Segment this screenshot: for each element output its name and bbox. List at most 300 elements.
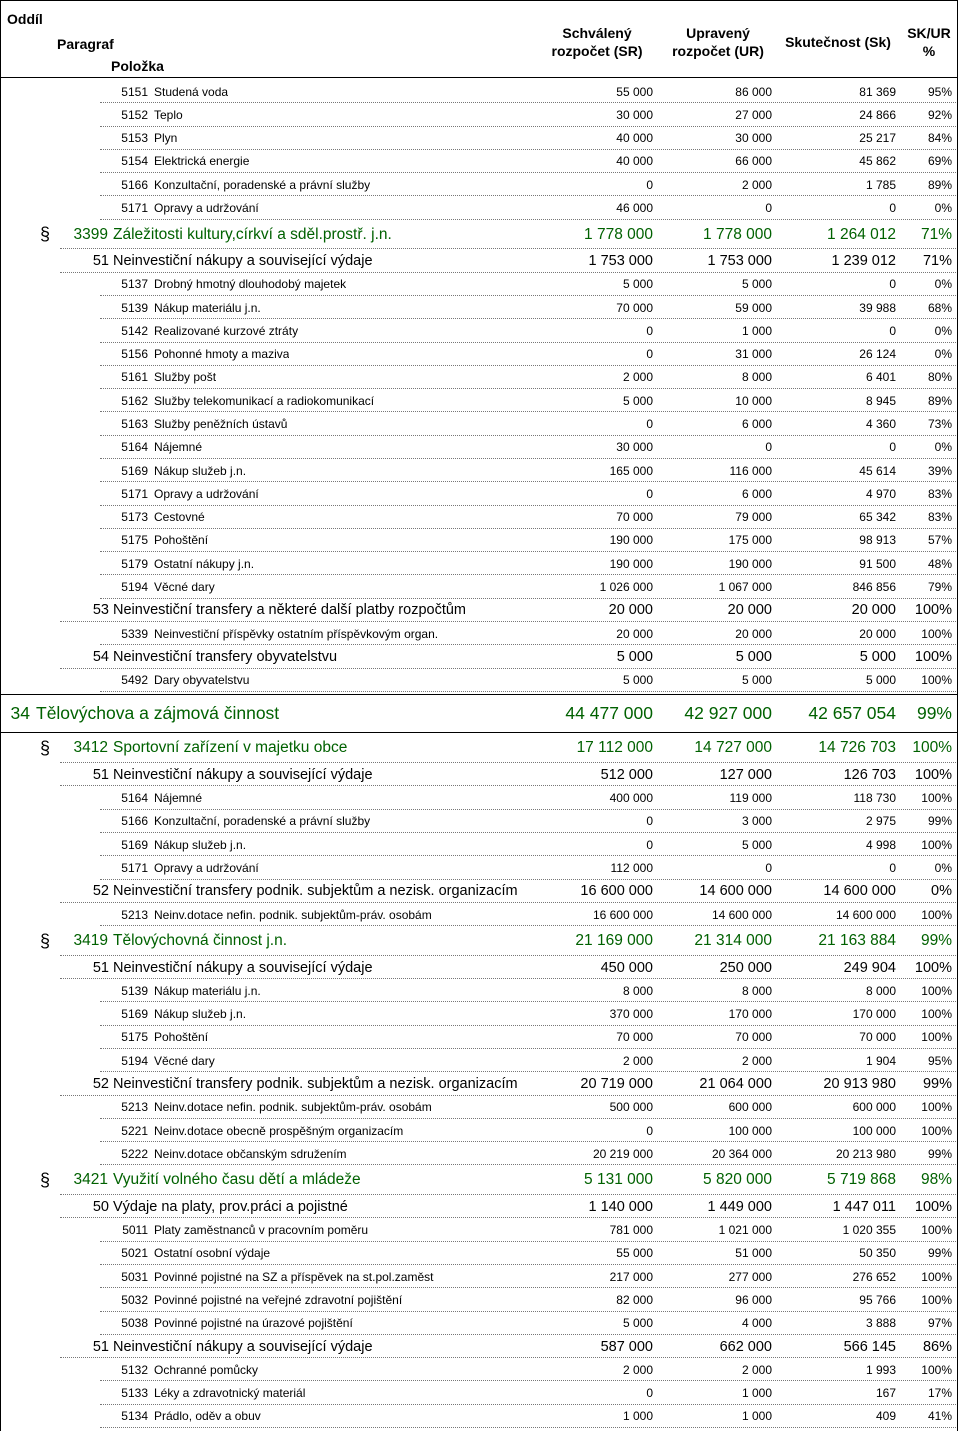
item-row	[0, 1312, 958, 1335]
adjusted-budget: 6 000	[741, 417, 772, 432]
actual-spending: 0	[889, 323, 896, 338]
actual-spending: 20 000	[851, 602, 896, 619]
approved-budget: 370 000	[609, 1007, 653, 1022]
row-code: 5011	[122, 1223, 148, 1238]
actual-spending: 1 785	[865, 177, 896, 192]
actual-spending: 8 945	[865, 393, 896, 408]
header-oddil: Oddíl	[7, 11, 43, 27]
approved-budget: 781 000	[609, 1223, 653, 1238]
adjusted-budget: 5 820 000	[703, 1171, 772, 1189]
adjusted-budget: 2 000	[741, 1053, 772, 1068]
percent-fulfilled: 100%	[921, 1100, 952, 1115]
adjusted-budget: 4 000	[741, 1316, 772, 1331]
percent-fulfilled: 97%	[927, 1316, 952, 1331]
row-code: 5194	[121, 1053, 148, 1068]
actual-spending: 5 000	[859, 648, 896, 665]
item-row	[0, 669, 958, 692]
approved-budget: 190 000	[609, 533, 653, 548]
adjusted-budget: 170 000	[728, 1007, 772, 1022]
approved-budget: 5 000	[616, 648, 653, 665]
actual-spending: 600 000	[852, 1100, 896, 1115]
row-code: 52	[92, 1075, 109, 1092]
approved-budget: 1 778 000	[584, 225, 653, 243]
approved-budget: 1 026 000	[599, 580, 653, 595]
adjusted-budget: 10 000	[735, 393, 772, 408]
adjusted-budget: 1 449 000	[707, 1198, 772, 1215]
row-code: 5166	[121, 814, 148, 829]
percent-fulfilled: 86%	[922, 1338, 952, 1355]
approved-budget: 70 000	[616, 1030, 653, 1045]
item-row	[0, 786, 958, 809]
row-code: 5175	[121, 533, 148, 548]
row-code: 5021	[121, 1246, 148, 1261]
paragraph-row	[0, 926, 958, 956]
approved-budget: 500 000	[609, 1100, 653, 1115]
row-code: 5166	[121, 177, 148, 192]
percent-fulfilled: 100%	[914, 1198, 952, 1215]
adjusted-budget: 1 753 000	[707, 253, 772, 270]
actual-spending: 4 360	[865, 417, 896, 432]
row-name: Studená voda	[154, 84, 229, 99]
actual-spending: 26 124	[859, 347, 896, 362]
percent-fulfilled: 69%	[927, 154, 952, 169]
row-code: 5151	[121, 84, 148, 99]
adjusted-budget: 21 314 000	[694, 932, 772, 949]
section-sign-icon: §	[40, 930, 51, 951]
row-name: Realizované kurzové ztráty	[154, 323, 299, 338]
item-row	[0, 366, 958, 389]
row-code: 3399	[73, 225, 108, 243]
adjusted-budget: 1 000	[741, 1409, 772, 1424]
percent-fulfilled: 0%	[934, 860, 952, 875]
section-row	[0, 694, 958, 734]
paragraph-row	[0, 220, 958, 250]
percent-fulfilled: 89%	[927, 393, 952, 408]
item-row	[0, 482, 958, 505]
approved-budget: 0	[646, 814, 653, 829]
row-name: Cestovné	[154, 510, 205, 525]
item-row	[0, 506, 958, 529]
actual-spending: 409	[875, 1409, 896, 1424]
row-code: 5164	[121, 440, 148, 455]
row-name: Pohoštění	[154, 533, 209, 548]
header-paragraf: Paragraf	[57, 36, 114, 52]
header-polozka: Položka	[111, 58, 164, 74]
percent-fulfilled: 100%	[914, 766, 952, 783]
approved-budget: 5 131 000	[584, 1171, 653, 1189]
row-name: Sportovní zařízení v majetku obce	[113, 739, 348, 757]
row-code: 5222	[121, 1146, 148, 1161]
adjusted-budget: 14 600 000	[711, 907, 772, 922]
row-code: 5139	[121, 983, 148, 998]
row-name: Konzultační, poradenské a právní služby	[154, 814, 371, 829]
row-code: 5142	[121, 323, 148, 338]
row-name: Ostatní osobní výdaje	[154, 1246, 271, 1261]
item-row	[0, 273, 958, 296]
percent-fulfilled: 0%	[934, 277, 952, 292]
actual-spending: 42 657 054	[808, 703, 896, 724]
actual-spending: 95 766	[859, 1292, 896, 1307]
item-row	[0, 1119, 958, 1142]
percent-fulfilled: 100%	[921, 791, 952, 806]
adjusted-budget: 79 000	[735, 510, 772, 525]
adjusted-budget: 14 727 000	[694, 739, 772, 757]
row-code: 51	[92, 766, 109, 783]
adjusted-budget: 1 778 000	[703, 225, 772, 243]
row-code: 5179	[121, 556, 148, 571]
row-code: 5171	[121, 486, 148, 501]
adjusted-budget: 116 000	[729, 463, 772, 478]
item-row	[0, 389, 958, 412]
actual-spending: 39 988	[859, 300, 896, 315]
actual-spending: 20 000	[859, 626, 896, 641]
percent-fulfilled: 17%	[927, 1386, 952, 1401]
adjusted-budget: 600 000	[728, 1100, 772, 1115]
row-name: Neinvestiční nákupy a související výdaje	[113, 766, 373, 783]
approved-budget: 30 000	[616, 440, 653, 455]
percent-fulfilled: 100%	[914, 648, 952, 665]
item-row	[0, 1288, 958, 1311]
actual-spending: 14 600 000	[835, 907, 896, 922]
row-code: 5137	[121, 277, 148, 292]
adjusted-budget: 27 000	[735, 107, 772, 122]
header-sr: Schválený rozpočet (SR)	[551, 25, 643, 59]
item-row	[0, 1142, 958, 1165]
section-sign-icon: §	[40, 1169, 51, 1190]
item-row	[0, 173, 958, 196]
approved-budget: 5 000	[622, 1316, 653, 1331]
row-name: Neinvestiční transfery podnik. subjektům a nezisk. organizacím	[113, 883, 518, 900]
actual-spending: 4 998	[865, 837, 896, 852]
actual-spending: 846 856	[852, 580, 896, 595]
approved-budget: 46 000	[616, 201, 653, 216]
row-code: 5038	[121, 1316, 148, 1331]
row-name: Drobný hmotný dlouhodobý majetek	[154, 277, 347, 292]
percent-fulfilled: 98%	[920, 1171, 952, 1189]
actual-spending: 566 145	[843, 1338, 896, 1355]
actual-spending: 65 342	[859, 510, 896, 525]
row-code: 53	[92, 602, 109, 619]
adjusted-budget: 1 021 000	[718, 1223, 772, 1238]
group-row	[0, 763, 958, 786]
adjusted-budget: 30 000	[735, 131, 772, 146]
approved-budget: 0	[646, 347, 653, 362]
approved-budget: 16 600 000	[592, 907, 653, 922]
approved-budget: 2 000	[622, 370, 653, 385]
row-code: 5156	[121, 347, 148, 362]
approved-budget: 5 000	[622, 393, 653, 408]
percent-fulfilled: 48%	[927, 556, 952, 571]
approved-budget: 16 600 000	[580, 883, 653, 900]
row-name: Ochranné pomůcky	[154, 1362, 259, 1377]
row-code: 5032	[121, 1292, 148, 1307]
row-code: 51	[92, 1338, 109, 1355]
adjusted-budget: 100 000	[728, 1123, 772, 1138]
percent-fulfilled: 83%	[927, 510, 952, 525]
row-name: Elektrická energie	[154, 154, 250, 169]
group-row	[0, 1335, 958, 1358]
actual-spending: 167	[875, 1386, 896, 1401]
percent-fulfilled: 71%	[920, 225, 952, 243]
row-name: Nájemné	[154, 791, 203, 806]
actual-spending: 20 913 980	[823, 1075, 896, 1092]
percent-fulfilled: 100%	[921, 1269, 952, 1284]
row-name: Dary obyvatelstvu	[154, 673, 250, 688]
actual-spending: 100 000	[852, 1123, 896, 1138]
row-code: 5163	[121, 417, 148, 432]
group-row	[0, 599, 958, 622]
actual-spending: 25 217	[859, 131, 896, 146]
adjusted-budget: 0	[765, 860, 772, 875]
approved-budget: 112 000	[610, 860, 653, 875]
adjusted-budget: 662 000	[719, 1338, 772, 1355]
row-name: Opravy a udržování	[154, 860, 259, 875]
adjusted-budget: 20 000	[727, 602, 772, 619]
approved-budget: 40 000	[616, 131, 653, 146]
item-row	[0, 1002, 958, 1025]
row-name: Neinvestiční nákupy a související výdaje	[113, 959, 373, 976]
row-name: Nákup služeb j.n.	[154, 1007, 247, 1022]
adjusted-budget: 51 000	[735, 1246, 772, 1261]
adjusted-budget: 250 000	[719, 959, 772, 976]
approved-budget: 1 140 000	[588, 1198, 653, 1215]
row-code: 3412	[73, 739, 108, 757]
approved-budget: 1 753 000	[588, 253, 653, 270]
row-code: 5171	[121, 860, 148, 875]
item-row	[0, 436, 958, 459]
row-code: 5161	[121, 370, 148, 385]
row-name: Opravy a udržování	[154, 486, 259, 501]
actual-spending: 2 975	[865, 814, 896, 829]
adjusted-budget: 8 000	[741, 983, 772, 998]
row-code: 5133	[121, 1386, 148, 1401]
row-name: Neinv.dotace nefin. podnik. subjektům-práv. osobám	[154, 907, 432, 922]
percent-fulfilled: 100%	[921, 1223, 952, 1238]
item-row	[0, 1218, 958, 1241]
adjusted-budget: 8 000	[741, 370, 772, 385]
item-row	[0, 552, 958, 575]
row-name: Pohonné hmoty a maziva	[154, 347, 290, 362]
row-name: Platy zaměstnanců v pracovním poměru	[154, 1223, 369, 1238]
approved-budget: 0	[646, 1386, 653, 1401]
row-name: Tělovýchova a zájmová činnost	[36, 703, 280, 724]
approved-budget: 70 000	[616, 510, 653, 525]
adjusted-budget: 66 000	[735, 154, 772, 169]
group-row	[0, 1195, 958, 1218]
actual-spending: 45 614	[859, 463, 896, 478]
row-name: Výdaje na platy, prov.práci a pojistné	[113, 1198, 348, 1215]
actual-spending: 8 000	[865, 983, 896, 998]
adjusted-budget: 127 000	[719, 766, 772, 783]
approved-budget: 0	[646, 323, 653, 338]
approved-budget: 70 000	[616, 300, 653, 315]
actual-spending: 249 904	[843, 959, 896, 976]
approved-budget: 217 000	[609, 1269, 653, 1284]
row-code: 50	[92, 1198, 109, 1215]
actual-spending: 4 970	[865, 486, 896, 501]
adjusted-budget: 31 000	[735, 347, 772, 362]
row-separator	[100, 1427, 956, 1428]
actual-spending: 1 264 012	[827, 225, 896, 243]
adjusted-budget: 14 600 000	[699, 883, 772, 900]
adjusted-budget: 0	[765, 201, 772, 216]
section-sign-icon: §	[40, 224, 51, 245]
approved-budget: 0	[646, 486, 653, 501]
approved-budget: 190 000	[609, 556, 653, 571]
row-code: 5169	[121, 463, 148, 478]
actual-spending: 1 239 012	[831, 253, 896, 270]
percent-fulfilled: 99%	[927, 1146, 952, 1161]
adjusted-budget: 5 000	[741, 673, 772, 688]
row-name: Služby telekomunikací a radiokomunikací	[154, 393, 375, 408]
row-code: 5152	[121, 107, 148, 122]
approved-budget: 450 000	[600, 959, 653, 976]
item-row	[0, 80, 958, 103]
row-name: Věcné dary	[154, 580, 215, 595]
approved-budget: 512 000	[600, 766, 653, 783]
row-code: 5139	[121, 300, 148, 315]
approved-budget: 20 000	[616, 626, 653, 641]
row-name: Ostatní nákupy j.n.	[154, 556, 255, 571]
adjusted-budget: 1 067 000	[718, 580, 772, 595]
row-name: Nákup služeb j.n.	[154, 837, 247, 852]
approved-budget: 44 477 000	[565, 703, 653, 724]
row-code: 5132	[121, 1362, 148, 1377]
adjusted-budget: 20 000	[735, 626, 772, 641]
approved-budget: 5 000	[622, 673, 653, 688]
row-code: 5213	[121, 907, 148, 922]
row-name: Záležitosti kultury,církví a sděl.prostř. j.n.	[113, 225, 392, 243]
section-divider	[0, 694, 958, 695]
adjusted-budget: 1 000	[741, 1386, 772, 1401]
row-separator	[100, 691, 956, 692]
row-code: 5169	[121, 1007, 148, 1022]
item-row	[0, 127, 958, 150]
percent-fulfilled: 89%	[927, 177, 952, 192]
percent-fulfilled: 100%	[914, 602, 952, 619]
actual-spending: 70 000	[859, 1030, 896, 1045]
row-name: Nájemné	[154, 440, 203, 455]
percent-fulfilled: 84%	[927, 131, 952, 146]
approved-budget: 0	[646, 177, 653, 192]
row-name: Povinné pojistné na veřejné zdravotní pojištění	[154, 1292, 403, 1307]
item-row	[0, 1096, 958, 1119]
approved-budget: 20 000	[608, 602, 653, 619]
row-name: Léky a zdravotnický materiál	[154, 1386, 306, 1401]
adjusted-budget: 1 000	[741, 323, 772, 338]
row-name: Služby pošt	[154, 370, 217, 385]
row-code: 5221	[121, 1123, 148, 1138]
percent-fulfilled: 100%	[921, 626, 952, 641]
item-row	[0, 412, 958, 435]
approved-budget: 20 719 000	[580, 1075, 653, 1092]
percent-fulfilled: 100%	[921, 837, 952, 852]
item-row	[0, 296, 958, 319]
percent-fulfilled: 100%	[914, 959, 952, 976]
row-code: 5213	[121, 1100, 148, 1115]
row-name: Služby peněžních ústavů	[154, 417, 288, 432]
actual-spending: 6 401	[865, 370, 896, 385]
percent-fulfilled: 95%	[927, 84, 952, 99]
percent-fulfilled: 0%	[934, 440, 952, 455]
header-ur: Upravený rozpočet (UR)	[672, 25, 764, 59]
item-row	[0, 1405, 958, 1428]
row-name: Povinné pojistné na SZ a příspěvek na st.pol.zaměst	[154, 1269, 434, 1284]
adjusted-budget: 21 064 000	[699, 1075, 772, 1092]
adjusted-budget: 0	[765, 440, 772, 455]
actual-spending: 3 888	[865, 1316, 896, 1331]
row-code: 5031	[121, 1269, 148, 1284]
percent-fulfilled: 0%	[934, 323, 952, 338]
row-name: Teplo	[154, 107, 183, 122]
item-row	[0, 459, 958, 482]
adjusted-budget: 6 000	[741, 486, 772, 501]
row-code: 5175	[121, 1030, 148, 1045]
adjusted-budget: 20 364 000	[711, 1146, 772, 1161]
row-name: Neinvestiční příspěvky ostatním příspěvkovým organ.	[154, 626, 439, 641]
adjusted-budget: 70 000	[735, 1030, 772, 1045]
approved-budget: 1 000	[622, 1409, 653, 1424]
row-code: 51	[92, 959, 109, 976]
approved-budget: 21 169 000	[575, 932, 653, 949]
item-row	[0, 1358, 958, 1381]
row-name: Neinvestiční transfery obyvatelstvu	[113, 648, 338, 665]
approved-budget: 0	[646, 417, 653, 432]
actual-spending: 1 447 011	[832, 1198, 896, 1215]
approved-budget: 0	[646, 1123, 653, 1138]
row-name: Neinvestiční transfery a některé další platby rozpočtům	[113, 602, 466, 619]
actual-spending: 1 020 355	[842, 1223, 896, 1238]
adjusted-budget: 190 000	[728, 556, 772, 571]
approved-budget: 82 000	[616, 1292, 653, 1307]
percent-fulfilled: 100%	[921, 1362, 952, 1377]
row-name: Plyn	[154, 131, 178, 146]
header-sk: Skutečnost (Sk)	[785, 34, 891, 50]
approved-budget: 165 000	[609, 463, 653, 478]
percent-fulfilled: 100%	[921, 907, 952, 922]
row-code: 52	[92, 883, 109, 900]
percent-fulfilled: 100%	[921, 983, 952, 998]
actual-spending: 14 726 703	[818, 739, 896, 757]
actual-spending: 5 719 868	[827, 1171, 896, 1189]
percent-fulfilled: 100%	[921, 673, 952, 688]
row-name: Neinvestiční nákupy a související výdaje	[113, 253, 373, 270]
row-code: 5162	[121, 393, 148, 408]
percent-fulfilled: 100%	[921, 1030, 952, 1045]
actual-spending: 24 866	[859, 107, 896, 122]
row-code: 5194	[121, 580, 148, 595]
row-code: 5173	[121, 510, 148, 525]
actual-spending: 0	[889, 860, 896, 875]
actual-spending: 45 862	[859, 154, 896, 169]
item-row	[0, 1265, 958, 1288]
row-name: Nákup materiálu j.n.	[154, 983, 261, 998]
row-code: 5134	[121, 1409, 148, 1424]
row-name: Neinv.dotace obecně prospěšným organizacím	[154, 1123, 404, 1138]
adjusted-budget: 59 000	[735, 300, 772, 315]
adjusted-budget: 2 000	[741, 1362, 772, 1377]
row-name: Povinné pojistné na úrazové pojištění	[154, 1316, 353, 1331]
actual-spending: 14 600 000	[823, 883, 896, 900]
percent-fulfilled: 57%	[927, 533, 952, 548]
percent-fulfilled: 99%	[916, 703, 952, 724]
approved-budget: 2 000	[622, 1362, 653, 1377]
percent-fulfilled: 79%	[927, 580, 952, 595]
percent-fulfilled: 0%	[931, 883, 952, 900]
actual-spending: 170 000	[852, 1007, 896, 1022]
row-code: 5154	[121, 154, 148, 169]
adjusted-budget: 5 000	[741, 277, 772, 292]
